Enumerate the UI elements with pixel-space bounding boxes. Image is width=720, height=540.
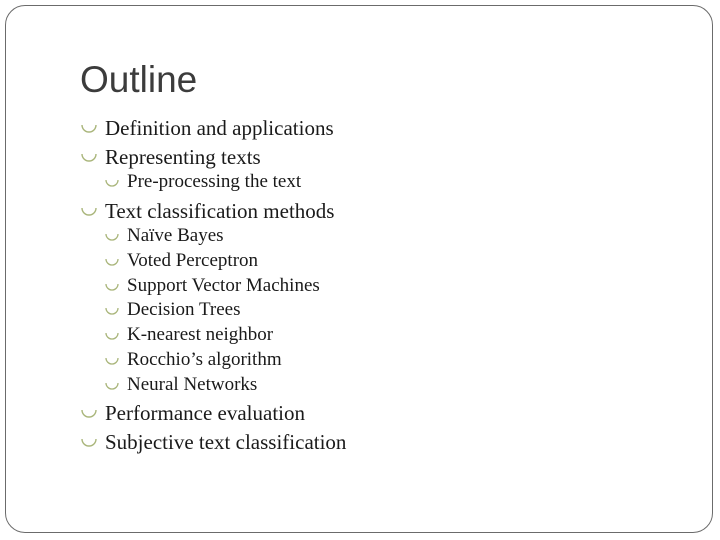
list-item-label: Text classification methods: [105, 198, 335, 223]
list-item-label: Decision Trees: [127, 299, 241, 320]
list-item-label: Voted Perceptron: [127, 250, 259, 271]
list-item-label: Support Vector Machines: [127, 275, 320, 296]
half-circle-bullet-icon: [104, 256, 124, 267]
list-item: [104, 170, 301, 194]
half-circle-bullet-icon: [80, 436, 102, 448]
half-circle-bullet-icon: [104, 177, 124, 188]
half-circle-bullet-icon: [80, 205, 102, 217]
list-item: [80, 115, 334, 141]
list-item: [80, 198, 334, 224]
list-item: [80, 144, 261, 170]
list-item-label: Subjective text classification: [105, 429, 347, 454]
list-item: [104, 249, 258, 273]
list-item: [104, 323, 273, 347]
list-item-label: Representing texts: [105, 144, 261, 169]
half-circle-bullet-icon: [104, 281, 124, 292]
half-circle-bullet-icon: [80, 151, 102, 163]
list-item: [104, 274, 320, 298]
half-circle-bullet-icon: [80, 407, 102, 419]
list-item: [80, 429, 346, 455]
list-item-label: Definition and applications: [105, 115, 334, 140]
list-item: [104, 224, 224, 248]
half-circle-bullet-icon: [104, 380, 124, 391]
list-item-label: Neural Networks: [127, 374, 258, 395]
list-item-label: K-nearest neighbor: [127, 324, 274, 345]
list-item-label: Rocchio’s algorithm: [127, 349, 282, 370]
list-item-label: Pre-processing the text: [127, 171, 302, 192]
half-circle-bullet-icon: [104, 305, 124, 316]
half-circle-bullet-icon: [80, 122, 102, 134]
list-item: [104, 348, 282, 372]
list-item: [80, 400, 305, 426]
list-item: [104, 298, 240, 322]
slide-title: Outline: [80, 59, 198, 100]
list-item-label: Naïve Bayes: [127, 225, 224, 246]
half-circle-bullet-icon: [104, 231, 124, 242]
list-item-label: Performance evaluation: [105, 400, 305, 425]
list-item: [104, 373, 257, 397]
half-circle-bullet-icon: [104, 355, 124, 366]
half-circle-bullet-icon: [104, 330, 124, 341]
